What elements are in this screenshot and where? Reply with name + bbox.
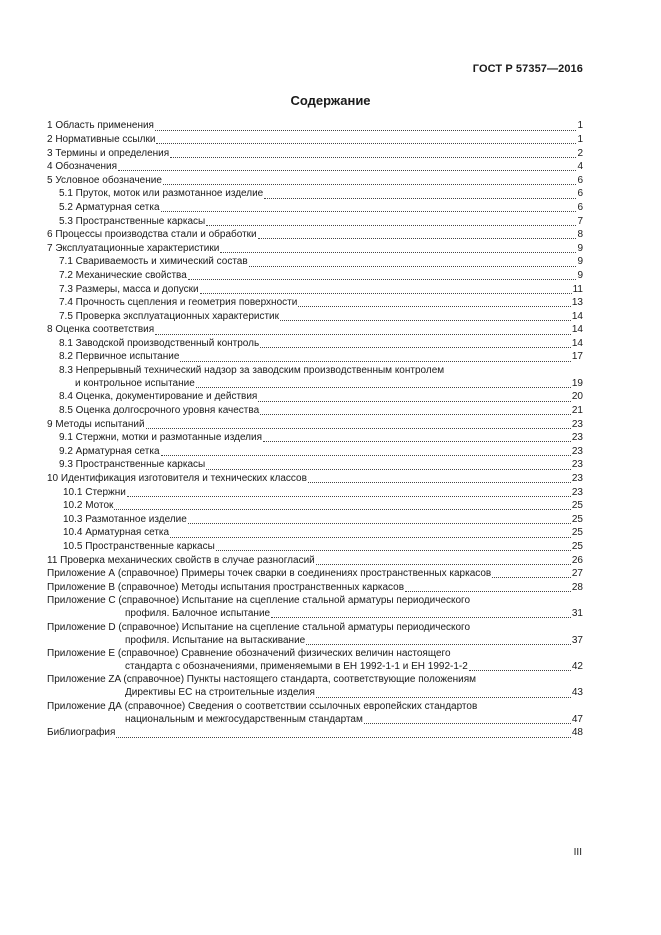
toc-page-number: 25	[571, 527, 583, 539]
toc-entry-label: 9.3 Пространственные каркасы	[59, 459, 206, 471]
toc-entry[interactable]	[47, 444, 583, 458]
toc-page-number: 8	[577, 229, 583, 241]
toc-page-number: 6	[577, 174, 583, 186]
toc-entry-label: 7.2 Механические свойства	[59, 269, 187, 281]
document-code: ГОСТ Р 57357—2016	[472, 63, 583, 75]
toc-entry[interactable]	[47, 119, 583, 133]
toc-entry[interactable]	[47, 472, 583, 486]
toc-entry[interactable]	[47, 350, 583, 364]
toc-entry-continuation[interactable]	[47, 607, 583, 620]
dot-leader	[280, 310, 571, 321]
dot-leader	[308, 472, 571, 483]
toc-entry-label: Приложение D (справочное) Испытание на сцепление стальной арматуры периодического	[47, 621, 471, 633]
dot-leader	[316, 687, 571, 698]
dot-leader	[258, 391, 571, 402]
toc-page-number: 25	[571, 500, 583, 512]
toc-page-number: 9	[577, 256, 583, 268]
toc-entry-label: 8.5 Оценка долгосрочного уровня качества	[59, 405, 260, 417]
toc-entry[interactable]	[47, 133, 583, 147]
toc-entry[interactable]	[47, 485, 583, 499]
toc-entry-continuation[interactable]	[47, 687, 583, 700]
toc-entry-label: 7 Эксплуатационные характеристики	[47, 242, 220, 254]
dot-leader	[180, 351, 570, 362]
toc-entry-label: 11 Проверка механических свойств в случае разногласий	[47, 554, 315, 566]
toc-page-number: 2	[577, 147, 583, 159]
dot-leader	[206, 459, 571, 470]
toc-entry-label: 2 Нормативные ссылки	[47, 133, 156, 145]
toc-entry-label: Приложение ДА (справочное) Сведения о соответствии ссылочных европейских стандартов	[47, 700, 478, 712]
dot-leader	[271, 607, 571, 618]
toc-page-number: 25	[571, 513, 583, 525]
toc-entry[interactable]	[47, 228, 583, 242]
toc-entry-label: 10.2 Моток	[63, 500, 114, 512]
page-number: III	[573, 847, 582, 858]
dot-leader	[127, 486, 571, 497]
toc-entry[interactable]	[47, 620, 583, 633]
toc-entry[interactable]	[47, 417, 583, 431]
toc-entry-label: Приложение С (справочное) Испытание на сцепление стальной арматуры периодического	[47, 595, 471, 607]
toc-entry-label: Приложение В (справочное) Методы испытания пространственных каркасов	[47, 581, 405, 593]
toc-page-number: 26	[571, 554, 583, 566]
toc-page-number: 42	[571, 660, 583, 672]
toc-entry[interactable]	[47, 255, 583, 269]
toc-entry-label: 8.4 Оценка, документирование и действия	[59, 391, 258, 403]
dot-leader	[263, 431, 571, 442]
dot-leader	[146, 418, 571, 429]
toc-entry[interactable]	[47, 526, 583, 540]
toc-entry[interactable]	[47, 458, 583, 472]
dot-leader	[306, 634, 571, 645]
dot-leader	[298, 296, 571, 307]
toc-entry-label: 8 Оценка соответствия	[47, 324, 155, 336]
toc-entry-label: 9.2 Арматурная сетка	[59, 445, 160, 457]
toc-entry-label: 1 Область применения	[47, 120, 154, 132]
toc-entry-continuation[interactable]	[47, 660, 583, 673]
toc-entry-label: стандарта с обозначениями, применяемыми в ЕН 1992-1-1 и ЕН 1992-1-2	[125, 660, 468, 672]
table-of-contents	[47, 119, 583, 740]
toc-entry[interactable]	[47, 201, 583, 215]
toc-page-number: 14	[571, 337, 583, 349]
toc-entry[interactable]	[47, 364, 583, 377]
toc-entry[interactable]	[47, 726, 583, 740]
toc-entry-label: Приложение А (справочное) Примеры точек сварки в соединениях пространственных каркасов	[47, 568, 492, 580]
toc-page-number: 17	[571, 351, 583, 363]
toc-page-number: 27	[571, 568, 583, 580]
toc-entry[interactable]	[47, 269, 583, 283]
dot-leader	[196, 377, 571, 388]
toc-page-number: 47	[571, 713, 583, 725]
toc-entry-label: 5.1 Пруток, моток или размотанное изделие	[59, 188, 264, 200]
toc-page-number: 23	[571, 459, 583, 471]
toc-entry-label: 5.2 Арматурная сетка	[59, 201, 160, 213]
toc-page-number: 1	[577, 120, 583, 132]
toc-entry-label: 7.5 Проверка эксплуатационных характеристик	[59, 310, 280, 322]
toc-entry-label: 8.3 Непрерывный технический надзор за заводским производственным контролем	[59, 364, 445, 376]
toc-entry-label: 3 Термины и определения	[47, 147, 170, 159]
dot-leader	[260, 404, 571, 415]
toc-page-number: 1	[577, 133, 583, 145]
toc-page-number: 6	[577, 188, 583, 200]
dot-leader	[200, 283, 572, 294]
toc-entry-label: 10.5 Пространственные каркасы	[63, 541, 215, 552]
dot-leader	[264, 188, 576, 199]
toc-entry-label: Библиография	[47, 727, 116, 739]
toc-page-number: 28	[571, 581, 583, 593]
dot-leader	[170, 527, 571, 538]
toc-entry[interactable]	[47, 241, 583, 255]
toc-page-number: 6	[577, 201, 583, 213]
toc-page-number: 23	[571, 445, 583, 457]
toc-entry[interactable]	[47, 580, 583, 594]
toc-entry-label: 10.4 Арматурная сетка	[63, 527, 170, 539]
dot-leader	[260, 337, 571, 348]
toc-page-number: 23	[571, 418, 583, 430]
toc-page-number: 48	[571, 727, 583, 739]
toc-page-number: 23	[571, 486, 583, 498]
toc-page-number: 11	[572, 283, 583, 295]
toc-entry-label: 6 Процессы производства стали и обработки	[47, 229, 257, 241]
toc-page-number: 9	[577, 242, 583, 254]
toc-entry-label: 9.1 Стержни, мотки и размотанные изделия	[59, 432, 263, 444]
toc-entry-label: Приложение Е (справочное) Сравнение обозначений физических величин настоящего	[47, 647, 451, 659]
toc-page-number: 25	[571, 541, 583, 552]
dot-leader	[188, 269, 577, 280]
toc-page-number: 14	[571, 310, 583, 322]
toc-entry-label: 8.1 Заводской производственный контроль	[59, 337, 260, 349]
toc-entry[interactable]	[47, 431, 583, 445]
toc-entry[interactable]	[47, 499, 583, 513]
toc-entry[interactable]	[47, 296, 583, 310]
toc-entry[interactable]	[47, 323, 583, 337]
toc-entry-label: 5.3 Пространственные каркасы	[59, 215, 206, 227]
dot-leader	[116, 727, 570, 738]
dot-leader	[469, 660, 571, 671]
toc-entry[interactable]	[47, 594, 583, 607]
toc-page-number: 4	[577, 161, 583, 173]
toc-page-number: 23	[571, 432, 583, 444]
dot-leader	[188, 513, 571, 524]
toc-entry-continuation[interactable]	[47, 634, 583, 647]
toc-entry[interactable]	[47, 404, 583, 418]
dot-leader	[118, 160, 576, 171]
toc-entry[interactable]	[47, 146, 583, 160]
toc-page-number: 21	[571, 405, 583, 417]
toc-entry[interactable]	[47, 282, 583, 296]
toc-entry[interactable]	[47, 700, 583, 713]
page-title: Содержание	[290, 93, 371, 108]
dot-leader	[216, 540, 571, 551]
dot-leader	[156, 133, 576, 144]
toc-page-number: 43	[571, 687, 583, 699]
toc-entry-label: профиля. Балочное испытание	[125, 608, 271, 620]
toc-entry-continuation[interactable]	[47, 377, 583, 390]
dot-leader	[155, 324, 571, 335]
dot-leader	[163, 174, 577, 185]
toc-page-number: 9	[577, 269, 583, 281]
toc-page-number: 7	[577, 215, 583, 227]
toc-entry-continuation[interactable]	[47, 713, 583, 726]
toc-entry-label: 7.3 Размеры, масса и допуски	[59, 283, 199, 295]
toc-entry[interactable]	[47, 567, 583, 581]
toc-entry-label: и контрольное испытание	[75, 377, 195, 389]
toc-entry[interactable]	[47, 673, 583, 686]
dot-leader	[161, 445, 571, 456]
toc-page-number: 20	[571, 391, 583, 403]
toc-entry-label: национальным и межгосударственным стандартам	[125, 713, 363, 725]
dot-leader	[492, 567, 571, 578]
toc-entry-label: 4 Обозначения	[47, 161, 118, 173]
dot-leader	[258, 228, 577, 239]
dot-leader	[170, 147, 576, 158]
toc-entry[interactable]	[47, 309, 583, 323]
dot-leader	[161, 201, 577, 212]
toc-page-number: 37	[571, 634, 583, 646]
toc-entry-label: 9 Методы испытаний	[47, 418, 145, 430]
toc-entry-label: Приложение ZA (справочное) Пункты настоящего стандарта, соответствующие положениям	[47, 674, 477, 686]
toc-entry-label: профиля. Испытание на вытаскивание	[125, 634, 306, 646]
toc-entry-label: 5 Условное обозначение	[47, 174, 162, 186]
toc-page-number: 19	[571, 377, 583, 389]
toc-entry[interactable]	[47, 390, 583, 404]
toc-entry[interactable]	[47, 540, 583, 554]
dot-leader	[155, 120, 576, 131]
dot-leader	[114, 499, 570, 510]
dot-leader	[364, 713, 571, 724]
toc-entry[interactable]	[47, 173, 583, 187]
toc-entry-label: Директивы ЕС на строительные изделия	[125, 687, 315, 699]
toc-entry[interactable]	[47, 512, 583, 526]
dot-leader	[206, 215, 576, 226]
toc-entry[interactable]	[47, 160, 583, 174]
dot-leader	[249, 256, 577, 267]
toc-page-number: 31	[571, 608, 583, 620]
toc-entry-label: 7.1 Свариваемость и химический состав	[59, 256, 248, 268]
toc-entry-label: 10.1 Стержни	[63, 486, 126, 498]
toc-entry-label: 10 Идентификация изготовителя и технических классов	[47, 473, 307, 485]
toc-page-number: 14	[571, 324, 583, 336]
toc-page-number: 23	[571, 473, 583, 485]
toc-entry[interactable]	[47, 187, 583, 201]
toc-entry[interactable]	[47, 337, 583, 351]
toc-entry[interactable]	[47, 553, 583, 567]
toc-page-number: 13	[571, 297, 583, 309]
dot-leader	[316, 554, 571, 565]
dot-leader	[405, 581, 571, 592]
dot-leader	[220, 242, 576, 253]
toc-entry[interactable]	[47, 214, 583, 228]
toc-entry-label: 8.2 Первичное испытание	[59, 351, 180, 363]
toc-entry-label: 7.4 Прочность сцепления и геометрия поверхности	[59, 297, 298, 309]
toc-entry[interactable]	[47, 647, 583, 660]
toc-entry-label: 10.3 Размотанное изделие	[63, 513, 187, 525]
